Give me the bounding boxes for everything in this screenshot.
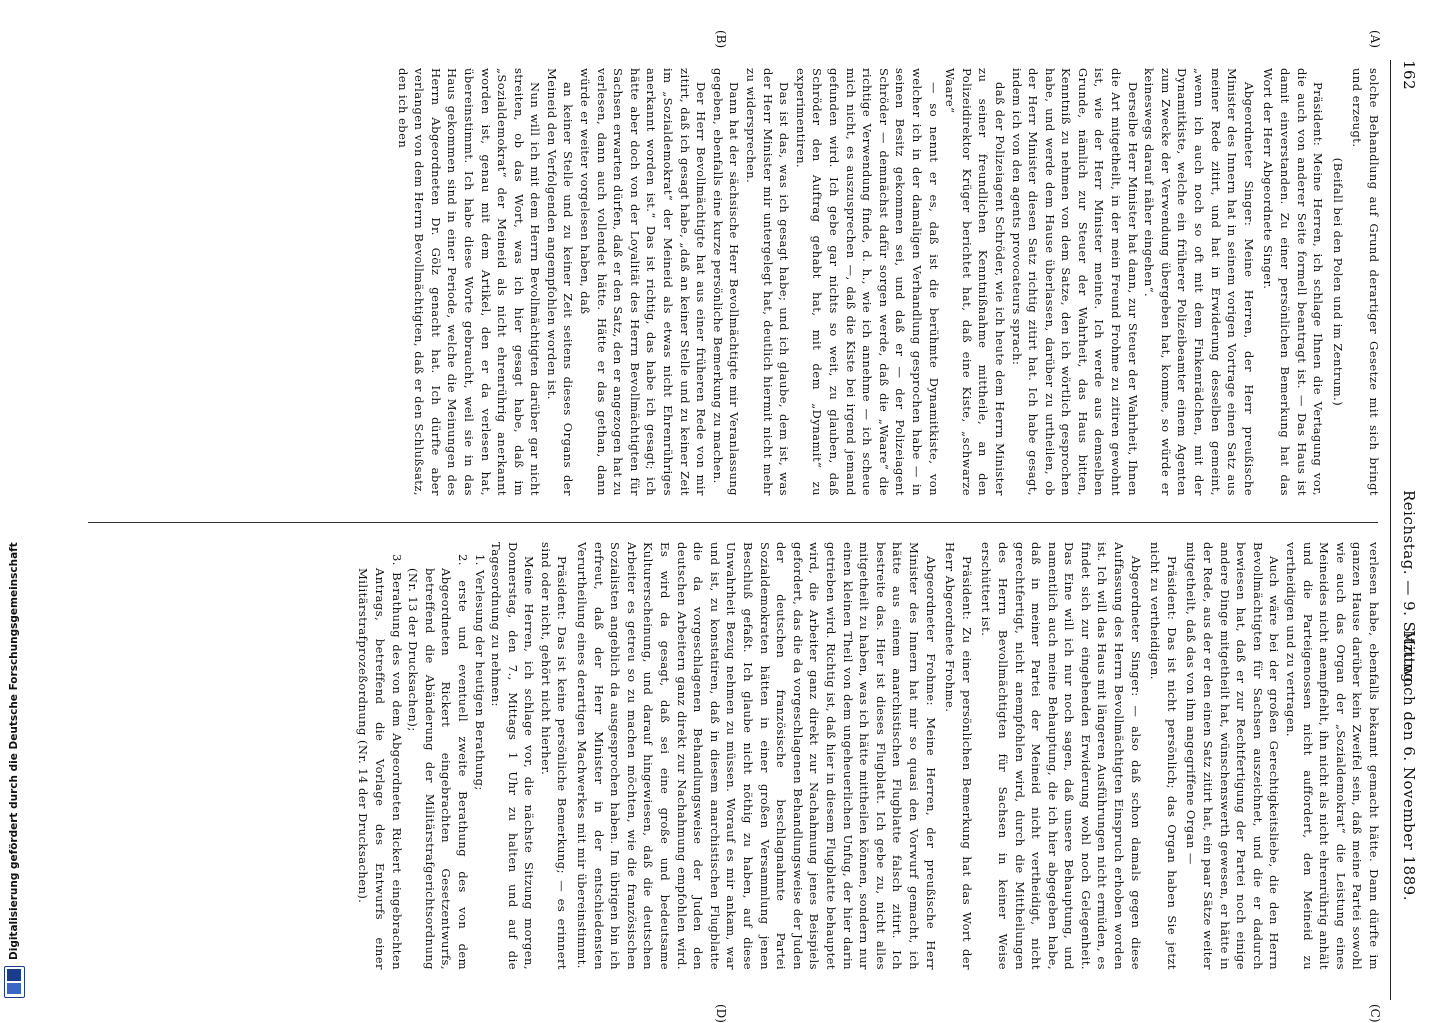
applause-note: (Beifall bei den Polen und im Zentrum.): [1330, 157, 1345, 407]
paragraph: solche Behandlung auf Grund derartiger Gesetze mit sich bringt und erzeugt.: [1350, 68, 1381, 496]
margin-mark-d: (D): [714, 1004, 728, 1023]
paragraph-singer: Abgeordneter Singer: — also daß schon damals gegen diese Auffassung des Herrn Bevollmächtigten Einspruch erhoben worden ist. Ich will das Haus mit längeren Ausführungen nicht ermüden, es findet sich zur eingehenden Erwiderung wohl noch Gelegenheit. Das Eine will ich nur noch sagen, daß unsere Behauptung, und namentlich auch meine Behauptung, die ich hier abgegeben habe, daß in meiner Partei der Meineid nicht vertheidigt, nicht gerechtfertigt, nicht anempfohlen wird, durch die Mittheilungen des Herrn Bevollmächtigten für Sachsen in keiner Weise erschüttert ist.: [979, 542, 1143, 970]
paragraph-president: Präsident: Das ist nicht persönlich; das Organ haben Sie jetzt nicht zu vertheidigen.: [1148, 542, 1179, 970]
paragraph: Dann hat der sächsische Herr Bevollmächtigte mir Veranlassung gegeben, ebenfalls eine kurze persönliche Bemerkung zu machen.: [710, 68, 742, 496]
paragraph-frohme: Abgeordneter Frohme: Meine Herren, der preußische Herr Minister des Innern hat mir so quasi den Vorwurf gemacht, ich hätte aus einem anarchistischen Flugblatte falsch zitirt. Ich bestreite das. Hier ist dieses Flugblatt. Ich gebe zu, nicht alles mitgetheilt zu haben, was ich hätte mittheilen können, sondern nur einen kleinen Theil von dem ungeheuerlichen Unfug, der hier darin getrieben wird. Richtig ist, daß hier in diesem Flugblatte behauptet wird, die Arbeiter ganz direkt zur Nachahmung jenes Beispiels gefordert, das die da vorgeschlagenen Behandlungsweise der Juden der deutschen französische beschlagnahmte Partei Sozialdemokraten hätten in einer großen Versammlung jenen Beschluß gefaßt. Ich glaube nicht nöthig zu haben, auf diese Unwahrheit Bezug nehmen zu müssen. Worauf es mir ankam, war und ist, zu konstatiren, daß in diesem anarchistischen Flugblatte die da vorgeschlagenen Behandlungsweise der Juden den deutschen Arbeitern ganz direkt zur Nachahmung empfohlen wird. Es wird da gesagt, daß sei eine große und bedeutsame Kulturerscheinung, und darauf hingewiesen, daß die deutschen Arbeiter es getreu so zu machen möchten, wie die französischen Sozialisten angeblich da ausgesprochen haben. Im übrigen bin ich erfreut, daß der Herr Minister in der entschiedensten Verurtheilung eines derartigen Machwerkes mit mir übereinstimmt.: [575, 542, 938, 970]
rotated-printed-page: [78, 30, 1418, 1023]
paragraph: — so nennt er es, daß ist die berühmte Dynamitkiste, von welcher ich in der damaligen Verhandlung gesprochen habe — in seinen Besitz gekommen sei, und daß er — der Polizeiagent Schröder — demnächst dafür sorgen werde, daß die „Waare“ die richtige Verwendung finde, d. h., wie ich annehme — ich scheue mich nicht, es auszusprechen —, daß die Kiste bei irgend jemand gefunden wird. Ich gebe gar nichts so weit, zu glauben, daß Schröder den Auftrag gehabt hat, mit dem „Dynamit“ zu experimentiren.: [793, 68, 941, 496]
agenda-item: 2. erste und eventuell zweite Berathung des von dem Abgeordneten Rickert eingebrachten Gesetzentwurfs, betreffend die Abänderung der Militärstrafgerichtsordnung (Nr. 13 der Drucksachen);: [406, 554, 470, 970]
header-rule: [1390, 60, 1391, 1000]
margin-mark-c: (C): [1368, 1004, 1382, 1023]
paragraph-president: Präsident: Das ist keine persönliche Bemerkung; — es erinnert sind oder nicht, gehört nicht hierher.: [538, 542, 570, 970]
paragraph-president: Präsident: Meine Herren, ich schlage Ihnen die Vertagung vor, die auch von anderer Seite formell beantragt ist. — Das Haus ist damit einverstanden. Zu einer persönlichen Bemerkung hat das Wort der Herr Abgeordnete Singer.: [1261, 68, 1326, 496]
quotation: daß der Polizeiagent Schröder, wie ich heute dem Herrn Minister zu seiner freundlichen Kenntnißnahme mittheile, an den Polizeidirektor Krüger berichtet hat, daß eine Kiste, „schwarze Waare“: [943, 68, 1007, 496]
paragraph: Nun will ich mit dem Herrn Bevollmächtigten darüber gar nicht streiten, ob das Wort, was ich hier gesagt habe, daß im „Sozialdemokrat“ der Meineid als nicht ehrenrührig anerkannt worden ist, genau mit dem Artikel, den er da verlesen hat, übereinstimmt. Ich habe diese Worte gebraucht, weil sie in das Haus gekommen sind in einer Periode, welche die Meinungen des Herrn Abgeordneten Dr. Gölz genacht hat. Ich dürfte aber verlangen von dem Herrn Bevollmächtigten, daß er den Schlußsatz, den ich eben: [395, 68, 543, 496]
paragraph: Derselbe Herr Minister hat dann, zur Steuer der Wahrheit, Ihnen die Art mitgetheilt, in der mein Freund Frohme zu zitiren gewohnt ist, wie der Herr Minister meinte. Ich werde aus demselben Grunde, nämlich zur Steuer der Wahrheit, das Haus bitten, Kenntniß zu nehmen von dem Satze, den ich wörtlich gesprochen habe, und werde dem Hause überlassen, darüber zu urtheilen, ob der Herr Minister diesen Satz richtig zitirt hat. Ich habe gesagt, indem ich von den agents provocateurs sprach:: [1009, 68, 1140, 496]
paragraph: Auch wäre bei der großen Gerechtigkeitsliebe, die den Herrn Bevollmächtigten für Sachsen auszeichnet, und die er dadurch bewiesen hat, daß er zur Rechtfertigung der Partei noch einige andere Dinge mitgetheilt hat, wünschenswerth gewesen, er hätte in der Rede, aus der er den einen Satz zitirt hat, ein paar Sätze weiter mitgetheilt, daß das von ihm angegriffene Organ —: [1184, 542, 1282, 970]
digitization-credit: Digitalisierung gefördert durch die Deutsche Forschungsgemeinschaft: [8, 542, 20, 960]
paragraph: Meine Herren, ich schlage vor, die nächste Sitzung morgen, Donnerstag, den 7., Mittags 1 Uhr zu halten und auf die Tagesordnung zu nehmen:: [489, 542, 537, 970]
agenda-item: 3. Berathung des von dem Abgeordneten Rickert eingebrachten Antrags, betreffend die Vorlage des Entwurfs einer Militärstrafprozeßordnung (Nr. 14 der Drucksachen).: [356, 554, 404, 970]
header-date: Mittwoch den 6. November 1889.: [1400, 630, 1418, 901]
agenda-item: 1. Verlesung der heutigen Berathung;: [472, 554, 487, 791]
dfg-logo-icon: [4, 966, 25, 998]
quotation: an keiner Stelle und zu keiner Zeit seitens dieses Organs der Meineid den Verfolgenden angempfohlen worden ist.: [544, 68, 576, 496]
paragraph: Der Herr Bevollmächtigte hat aus einer früheren Rede von mir zitirt, daß ich gesagt habe, „daß an keiner Stelle und zu keiner Zeit im „Sozialdemokrat“ der Meineid als etwas nicht Ehrenrühriges anerkannt worden ist.“ Das ist richtig, das habe ich gesagt; ich hätte aber doch von der Loyalität des Herrn Bevollmächtigten für Sachsen erwarten dürfen, daß er den Satz, den er angezogen hat zu verlesen, dann auch vollendet hätte. Hätte er das gethan, dann würde er weiter vorgelesen haben, daß: [578, 68, 709, 496]
page-number: 162: [1400, 60, 1418, 91]
paragraph-singer: Abgeordneter Singer: Meine Herren, der Herr preußische Minister des Innern hat in seinem vorigen Vortrage einen Satz aus meiner Rede zitirt, und hat in Erwiderung desselben gemeint, „wenn ich auch noch so oft mit dem Finkenrädchen, mit der Dynamitkiste, welche ein früherer Polizeibeamter einem Agenten zum Zwecke der Verwendung übergeben hat, komme, so würde er keineswegs darauf näher eingehen“.: [1142, 68, 1256, 496]
left-column: [82, 68, 1382, 496]
header-title: Reichstag. — 9. Sitzung.: [1400, 490, 1418, 689]
paragraph-president: Präsident: Zu einer persönlichen Bemerkung hat das Wort der Herr Abgeordnete Frohme.: [943, 542, 974, 970]
paragraph: verlesen habe, ebenfalls bekannt gemacht hätte. Dann dürfte im ganzen Hause darüber kein Zweifel sein, daß meine Partei sowohl wie auch das Organ der „Sozialdemokrat“ die Leistung eines Meineides nicht anempfiehlt, ihn nicht als nicht ehrenrührig anhält und die Parteigenossen nicht auffordert, den Meineid zu vertheidigen und zu vertragen.: [1284, 542, 1381, 970]
column-separator: [88, 522, 1378, 523]
margin-mark-b: (B): [714, 30, 728, 49]
running-header: [1392, 60, 1418, 1000]
paragraph: Das ist das, was ich gesagt habe; und ich glaube, dem ist, was der Herr Minister mir untergelegt hat, deutlich hiermit nicht mehr zu widersprechen.: [744, 68, 792, 496]
right-column: [82, 542, 1382, 970]
margin-mark-a: (A): [1368, 30, 1382, 49]
